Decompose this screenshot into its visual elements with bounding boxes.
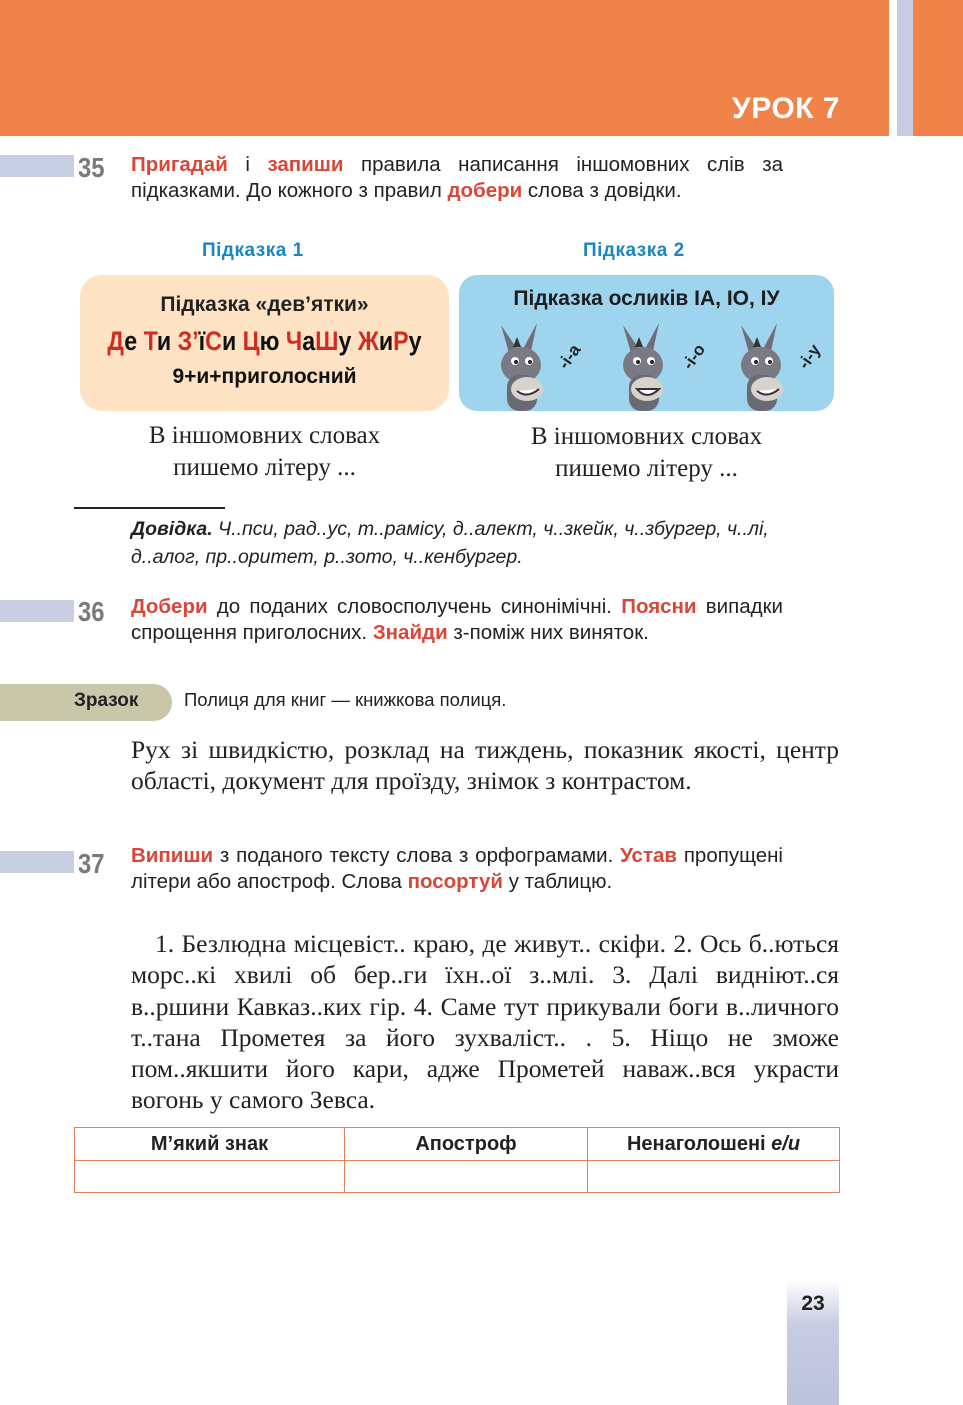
mnemonic-letter: Р xyxy=(393,326,409,356)
sample-text: Полиця для книг — книжкова полиця. xyxy=(184,689,507,710)
mnemonic-letter: Ж xyxy=(357,326,379,356)
hint-1-rule: 9+и+приголосний xyxy=(172,365,357,388)
task-35-text-2: правила написання іншомовних слів за підказками. До кожного з правил xyxy=(131,153,783,202)
task-36-exercise: Рух зі швидкістю, розклад на тиждень, показник якості, центр області, документ для проїзду, знімок з контрастом. xyxy=(131,735,839,796)
task-37-text-3: у таблицю. xyxy=(503,870,613,893)
mnemonic-letter: Д xyxy=(107,326,125,356)
task-37-verb-2: Устав xyxy=(620,844,677,867)
task-35-verb-3: добери xyxy=(447,179,523,202)
task-36-verb-3: Знайди xyxy=(372,621,448,644)
task-35-verb-1: Пригадай xyxy=(131,153,228,176)
task-37-verb-3: посортуй xyxy=(407,870,503,893)
hint-2-caption-line-2: пишемо літеру ... xyxy=(555,455,738,482)
donkey-icon xyxy=(609,319,679,411)
spelling-table xyxy=(74,1127,840,1193)
task-36-text-1: до поданих словосполучень синонімічні. xyxy=(207,595,622,618)
task-36-verb-1: Добери xyxy=(131,595,208,618)
mnemonic-part: у xyxy=(408,326,422,356)
table-cell[interactable] xyxy=(588,1161,840,1193)
hint-2-label: Підказка 2 xyxy=(583,240,685,261)
hint-1-caption-line-1: В іншомовних словах xyxy=(148,422,381,449)
task-35-number: 35 xyxy=(78,152,105,183)
header-side-strip-accent xyxy=(897,0,913,136)
task-37-instruction xyxy=(131,843,783,895)
mnemonic-part: е xyxy=(124,326,144,356)
task-37-text-1: з поданого тексту слова з орфограмами. xyxy=(213,844,621,867)
reference-label: Довідка. xyxy=(131,518,213,540)
donkey-icon xyxy=(487,319,557,411)
task-36-marker xyxy=(0,600,74,622)
task-36-instruction xyxy=(131,594,783,646)
task-35-instruction xyxy=(131,152,783,204)
hint-1-caption-line-2: пишемо літеру ... xyxy=(173,454,356,481)
mnemonic-letter: Т xyxy=(143,326,157,356)
table-header-unstressed-text: Ненаголошені xyxy=(626,1132,772,1155)
hint-1-box xyxy=(80,275,449,411)
table-header-row xyxy=(75,1128,840,1161)
table-header-apostrophe: Апостроф xyxy=(345,1128,588,1161)
reference-words: Ч..пси, рад..ус, т..рамісу, д..алект, ч..зкейк, ч..збургер, ч..лі, д..алог, пр..оритет, р..зото, ч..кенбургер. xyxy=(131,518,769,568)
sample-label: Зразок xyxy=(74,690,139,711)
hint-2-box xyxy=(459,275,834,411)
lesson-title: УРОК 7 xyxy=(732,92,840,125)
hint-1-title: Підказка «дев’ятки» xyxy=(160,293,369,316)
reference-divider xyxy=(74,507,225,509)
task-36-text-3: з-поміж них виняток. xyxy=(447,621,649,644)
hint-2-title: Підказка осликів ІА, ІО, ІУ xyxy=(513,287,780,310)
task-37-text-2: пропущені літери або апостроф. Слова xyxy=(131,844,783,893)
task-36-text-2: випадки спрощення приголосних. xyxy=(131,595,783,644)
donkey-label: -і-о xyxy=(678,340,710,373)
task-36-number: 36 xyxy=(78,596,105,627)
hint-1-label: Підказка 1 xyxy=(202,240,304,261)
mnemonic-part: ю xyxy=(259,326,286,356)
page-number: 23 xyxy=(801,1292,825,1315)
table-row xyxy=(75,1161,840,1193)
task-37-number: 37 xyxy=(78,848,105,879)
mnemonic-part: у xyxy=(338,326,358,356)
reference-block xyxy=(131,515,821,571)
mnemonic-letter: С xyxy=(205,326,222,356)
mnemonic-part: и xyxy=(378,326,394,356)
mnemonic-letter: Ш xyxy=(315,326,339,356)
task-35-text-1: і xyxy=(227,153,268,176)
mnemonic-part: и xyxy=(156,326,178,356)
task-35-verb-2: запиши xyxy=(267,153,344,176)
table-cell[interactable] xyxy=(75,1161,345,1193)
table-cell[interactable] xyxy=(345,1161,588,1193)
mnemonic-letter: З’ xyxy=(177,326,199,356)
task-37-exercise: 1. Безлюдна місцевіст.. краю, де живут.. скіфи. 2. Ось б..ються морс..кі хвилі об бер..ги їхн..ої з..млі. 3. Далі видніют..ся в..ршини Кавказ..ких гір. 4. Саме тут прикували боги в..личного т..тана Прометея за його зухваліст.. . 5. Ніщо не зможе пом..якшити його кари, адже Прометей наваж..вся украсти вогонь у самого Зевса. xyxy=(131,929,839,1115)
hint-1-mnemonic xyxy=(106,326,423,357)
donkey-label: -і-у xyxy=(794,340,825,373)
hint-2-caption-line-1: В іншомовних словах xyxy=(530,423,763,450)
task-37-verb-1: Випиши xyxy=(131,844,214,867)
mnemonic-letter: Ч xyxy=(285,326,303,356)
task-35-marker xyxy=(0,155,74,177)
task-37-marker xyxy=(0,851,74,873)
mnemonic-part: а xyxy=(302,326,316,356)
mnemonic-letter: Ц xyxy=(242,326,260,356)
mnemonic-part: ї xyxy=(198,326,206,356)
task-35-text-3: слова з довідки. xyxy=(522,179,682,202)
donkey-icon xyxy=(727,319,797,411)
table-header-unstressed-letters: е/и xyxy=(771,1132,801,1155)
mnemonic-part: и xyxy=(221,326,243,356)
table-header-soft-sign: М’який знак xyxy=(75,1128,345,1161)
task-36-verb-2: Поясни xyxy=(621,595,697,618)
table-header-unstressed xyxy=(588,1128,840,1161)
donkey-label: -і-а xyxy=(554,340,585,373)
